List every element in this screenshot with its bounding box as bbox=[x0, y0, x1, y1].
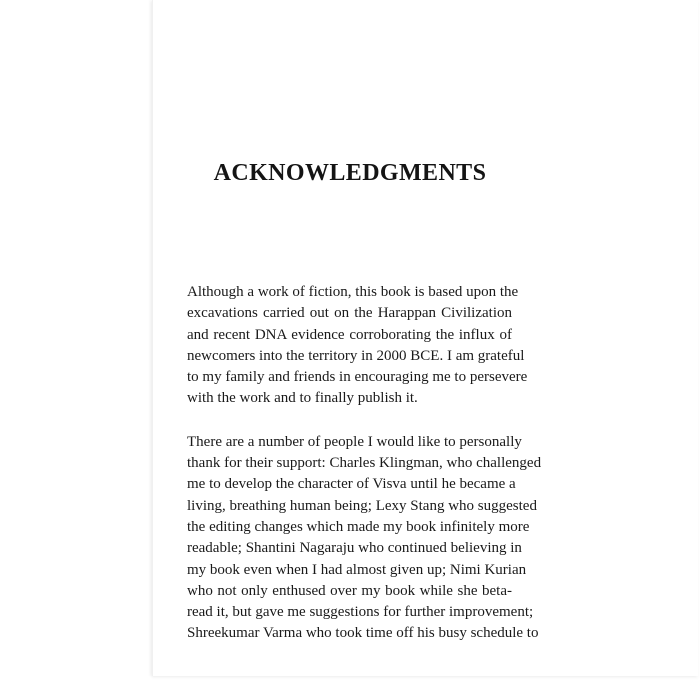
text-line: There are a number of people I would like to personally bbox=[187, 433, 522, 450]
page-heading: ACKNOWLEDGMENTS bbox=[213, 160, 487, 186]
body-text bbox=[187, 282, 542, 645]
paragraph-spacer bbox=[187, 410, 512, 432]
paragraph-1 bbox=[187, 282, 528, 410]
text-line: living, breathing human being; Lexy Stang who suggested bbox=[187, 497, 537, 514]
text-line: newcomers into the territory in 2000 BCE. I am grateful bbox=[187, 347, 525, 364]
text-line: who not only enthused over my book while she beta- bbox=[187, 582, 512, 599]
text-line: to my family and friends in encouraging me to persevere bbox=[187, 369, 528, 386]
text-line: Although a work of fiction, this book is based upon the bbox=[187, 284, 519, 300]
text-line: readable; Shantini Nagaraju who continued believing in bbox=[187, 540, 522, 557]
text-line: and recent DNA evidence corroborating the influx of bbox=[187, 326, 512, 343]
text-line: Shreekumar Varma who took time off his busy schedule to bbox=[187, 625, 539, 642]
paragraph-2 bbox=[187, 432, 542, 645]
text-line: the editing changes which made my book infinitely more bbox=[187, 518, 530, 535]
text-line: read it, but gave me suggestions for further improvement; bbox=[187, 604, 534, 621]
text-line: thank for their support: Charles Klingman, who challenged bbox=[187, 455, 542, 472]
text-line: me to develop the character of Visva until he became a bbox=[187, 476, 516, 493]
text-line: my book even when I had almost given up; Nimi Kurian bbox=[187, 561, 527, 578]
text-line: excavations carried out on the Harappan Civilization bbox=[187, 305, 512, 322]
text-line: with the work and to finally publish it. bbox=[187, 390, 418, 407]
